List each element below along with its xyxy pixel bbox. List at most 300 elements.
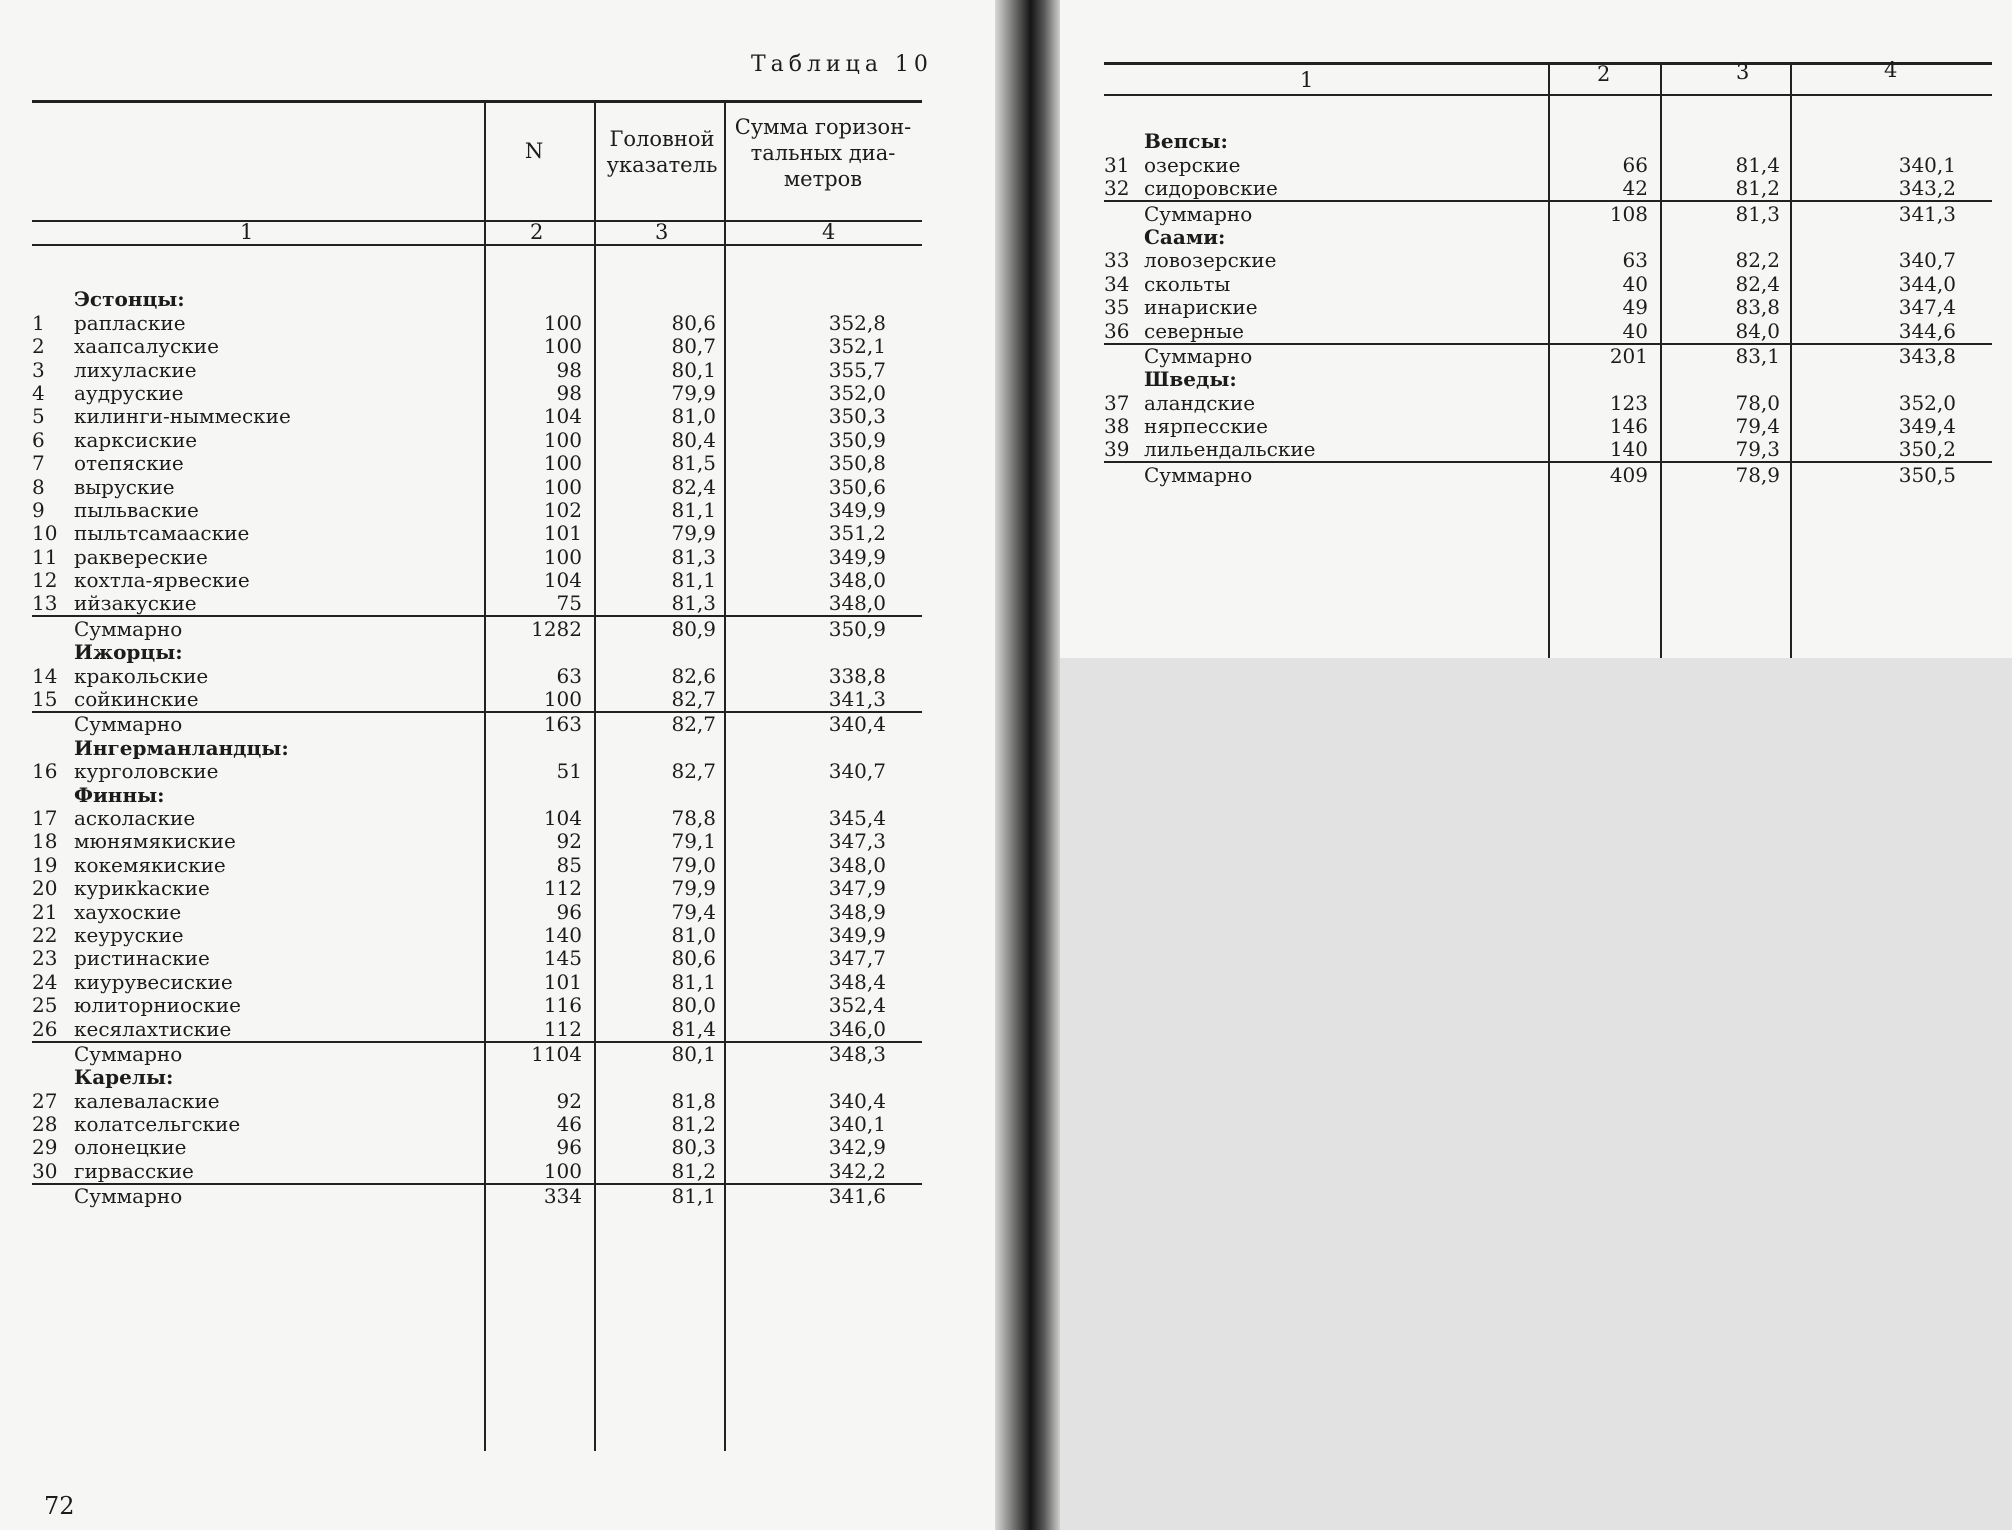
sample-size: 146 — [1609, 414, 1648, 439]
row-number: 24 — [32, 969, 58, 994]
sum-diameters-value: 350,9 — [828, 427, 886, 452]
summary-row — [1104, 344, 1992, 368]
sample-size: 140 — [543, 922, 582, 947]
population-name: хаапсалуские — [74, 334, 219, 359]
left-data-table — [32, 288, 922, 1208]
population-name: нярпесские — [1144, 414, 1268, 439]
header-head-index-line1: Головной — [609, 127, 715, 151]
sum-diameters-value: 347,9 — [828, 876, 886, 901]
summary-sum: 350,9 — [748, 616, 922, 640]
colnum-3: 3 — [655, 220, 669, 244]
population-name: лильендальские — [1144, 437, 1316, 462]
population-name: отепяские — [74, 451, 184, 476]
page-number: 72 — [44, 1492, 75, 1520]
sum-diameters-value: 344,6 — [1898, 318, 1956, 343]
population-name: курголовские — [74, 759, 219, 784]
group-name: Карелы: — [74, 1065, 174, 1090]
row-number: 35 — [1104, 295, 1130, 320]
table-row — [32, 405, 922, 428]
population-name: инариские — [1144, 295, 1258, 320]
summary-head-index: 78,9 — [1678, 462, 1812, 486]
header-n: N — [524, 139, 544, 163]
row-number: 21 — [32, 899, 58, 924]
table-row — [32, 853, 922, 876]
sum-diameters-value: 349,4 — [1898, 414, 1956, 439]
row-number: 18 — [32, 829, 58, 854]
table-row — [32, 382, 922, 405]
summary-head-index: 80,9 — [612, 616, 748, 640]
group-name: Финны: — [74, 782, 165, 807]
sum-diameters-value: 340,7 — [1898, 248, 1956, 273]
sample-size: 100 — [543, 451, 582, 476]
summary-head-index: 80,1 — [612, 1042, 748, 1066]
spacer-cell — [32, 736, 74, 759]
table-row — [1104, 177, 1992, 201]
row-number: 39 — [1104, 437, 1130, 462]
right-table-body — [1104, 130, 1992, 487]
row-number: 11 — [32, 544, 58, 569]
table-row — [32, 947, 922, 970]
table-row — [1104, 296, 1992, 319]
row-number: 31 — [1104, 152, 1130, 177]
head-index-value: 81,0 — [671, 922, 716, 947]
table-row — [32, 1159, 922, 1183]
head-index-value: 82,4 — [1735, 271, 1780, 296]
population-name: выруские — [74, 474, 175, 499]
row-number: 37 — [1104, 390, 1130, 415]
population-name: озерские — [1144, 152, 1241, 177]
head-index-value: 79,9 — [671, 521, 716, 546]
row-number: 29 — [32, 1135, 58, 1160]
sample-size: 101 — [543, 521, 582, 546]
table-row — [32, 499, 922, 522]
head-index-value: 81,5 — [671, 451, 716, 476]
sum-diameters-value: 348,4 — [828, 969, 886, 994]
sample-size: 75 — [556, 591, 582, 616]
head-index-value: 82,7 — [671, 759, 716, 784]
table-row — [32, 1113, 922, 1136]
sum-diameters-value: 348,0 — [828, 591, 886, 616]
summary-sum: 341,3 — [1812, 201, 1992, 225]
group-name: Саами: — [1144, 224, 1226, 249]
summary-n: 201 — [1548, 344, 1678, 368]
group-name: Вепсы: — [1144, 129, 1228, 154]
summary-label: Суммарно — [74, 712, 486, 736]
sum-diameters-value: 352,0 — [828, 380, 886, 405]
head-index-value: 79,9 — [671, 876, 716, 901]
head-index-value: 81,1 — [671, 497, 716, 522]
sum-diameters-value: 350,8 — [828, 451, 886, 476]
sum-diameters-value: 352,8 — [828, 310, 886, 335]
group-header-row — [32, 1066, 922, 1089]
table-row — [32, 1017, 922, 1041]
right-data-table — [1104, 130, 1992, 487]
row-number: 1 — [32, 310, 45, 335]
row-number: 16 — [32, 759, 58, 784]
population-name: ристинаские — [74, 946, 210, 971]
sample-size: 101 — [543, 969, 582, 994]
colnum-2: 2 — [530, 220, 544, 244]
population-name: кракольские — [74, 663, 209, 688]
table-row — [32, 970, 922, 993]
table-row — [32, 311, 922, 334]
sample-size: 100 — [543, 334, 582, 359]
group-header-row — [32, 641, 922, 664]
population-name: кеуруские — [74, 922, 184, 947]
sample-size: 63 — [556, 663, 582, 688]
sum-diameters-value: 338,8 — [828, 663, 886, 688]
head-index-value: 82,4 — [671, 474, 716, 499]
header-sum-line1: Сумма горизон- — [734, 115, 912, 139]
table-row — [32, 335, 922, 358]
table-row — [1104, 438, 1992, 462]
sum-diameters-value: 355,7 — [828, 357, 886, 382]
spacer-cell — [1104, 462, 1144, 486]
summary-label: Суммарно — [1144, 344, 1548, 368]
table-row — [32, 877, 922, 900]
row-number: 23 — [32, 946, 58, 971]
table-row — [32, 760, 922, 783]
table-row — [1104, 391, 1992, 414]
right-colnum-1: 1 — [1300, 68, 1314, 92]
table-row — [32, 1136, 922, 1159]
summary-n: 108 — [1548, 201, 1678, 225]
top-rule — [32, 100, 922, 103]
head-index-value: 78,8 — [671, 805, 716, 830]
summary-row — [1104, 201, 1992, 225]
spacer-cell — [32, 1066, 74, 1089]
table-row — [32, 475, 922, 498]
summary-label: Суммарно — [74, 616, 486, 640]
population-name: раплаские — [74, 310, 186, 335]
row-number: 33 — [1104, 248, 1130, 273]
sum-diameters-value: 349,9 — [828, 497, 886, 522]
population-name: сойкинские — [74, 687, 199, 712]
sum-diameters-value: 351,2 — [828, 521, 886, 546]
spacer-cell — [32, 616, 74, 640]
sum-diameters-value: 352,0 — [1898, 390, 1956, 415]
spacer-cell — [32, 1042, 74, 1066]
sum-diameters-value: 344,0 — [1898, 271, 1956, 296]
head-index-value: 79,0 — [671, 852, 716, 877]
head-index-value: 80,6 — [671, 946, 716, 971]
group-header-row — [32, 783, 922, 806]
row-number: 32 — [1104, 176, 1130, 201]
head-index-value: 82,6 — [671, 663, 716, 688]
sum-diameters-value: 340,1 — [828, 1112, 886, 1137]
sample-size: 51 — [556, 759, 582, 784]
row-number: 25 — [32, 993, 58, 1018]
head-index-value: 82,2 — [1735, 248, 1780, 273]
head-index-value: 78,0 — [1735, 390, 1780, 415]
sum-diameters-value: 340,4 — [828, 1088, 886, 1113]
summary-n: 1282 — [486, 616, 612, 640]
summary-row — [32, 1042, 922, 1066]
head-index-value: 84,0 — [1735, 318, 1780, 343]
population-name: раквереские — [74, 544, 208, 569]
group-header-row — [32, 288, 922, 311]
row-number: 15 — [32, 687, 58, 712]
row-number: 7 — [32, 451, 45, 476]
right-colnum-3: 3 — [1736, 60, 1750, 84]
table-row — [32, 428, 922, 451]
table-row — [32, 830, 922, 853]
group-header-row — [32, 736, 922, 759]
spacer-cell — [32, 288, 74, 311]
sample-size: 96 — [556, 899, 582, 924]
colnum-rule — [32, 244, 922, 246]
row-number: 8 — [32, 474, 45, 499]
header-sum-line3: метров — [783, 167, 863, 191]
row-number: 6 — [32, 427, 45, 452]
head-index-value: 81,2 — [1735, 176, 1780, 201]
row-number: 30 — [32, 1158, 58, 1183]
table-row — [32, 994, 922, 1017]
spacer-cell — [1104, 130, 1144, 153]
left-page — [0, 0, 995, 1530]
row-number: 36 — [1104, 318, 1130, 343]
sample-size: 85 — [556, 852, 582, 877]
sample-size: 98 — [556, 380, 582, 405]
sum-diameters-value: 340,7 — [828, 759, 886, 784]
table-row — [32, 358, 922, 381]
summary-row — [32, 1184, 922, 1208]
head-index-value: 81,2 — [671, 1158, 716, 1183]
summary-n: 163 — [486, 712, 612, 736]
head-index-value: 81,3 — [671, 591, 716, 616]
spacer-cell — [32, 783, 74, 806]
sum-diameters-value: 346,0 — [828, 1016, 886, 1041]
summary-row — [1104, 462, 1992, 486]
population-name: асколаские — [74, 805, 196, 830]
book-gutter — [995, 0, 1060, 1530]
group-name: Шведы: — [1144, 367, 1237, 392]
head-index-value: 80,0 — [671, 993, 716, 1018]
head-index-value: 82,7 — [671, 687, 716, 712]
group-header-row — [1104, 368, 1992, 391]
sample-size: 40 — [1622, 318, 1648, 343]
sum-diameters-value: 352,4 — [828, 993, 886, 1018]
row-number: 19 — [32, 852, 58, 877]
sample-size: 92 — [556, 1088, 582, 1113]
sum-diameters-value: 350,6 — [828, 474, 886, 499]
population-name: сидоровские — [1144, 176, 1278, 201]
sum-diameters-value: 348,0 — [828, 568, 886, 593]
population-name: кохтла-ярвеские — [74, 568, 250, 593]
row-number: 9 — [32, 497, 45, 522]
spacer-cell — [32, 712, 74, 736]
summary-row — [32, 616, 922, 640]
sum-diameters-value: 340,1 — [1898, 152, 1956, 177]
group-name: Эстонцы: — [74, 287, 185, 312]
population-name: киурувесиские — [74, 969, 233, 994]
table-row — [1104, 319, 1992, 343]
header-sum-line2: тальных диа- — [750, 141, 896, 165]
sample-size: 46 — [556, 1112, 582, 1137]
population-name: ловозерские — [1144, 248, 1277, 273]
population-name: ийзакуские — [74, 591, 197, 616]
table-row — [32, 664, 922, 687]
summary-head-index: 81,3 — [1678, 201, 1812, 225]
sample-size: 100 — [543, 474, 582, 499]
summary-n: 334 — [486, 1184, 612, 1208]
population-name: карксиские — [74, 427, 198, 452]
colnum-1: 1 — [240, 220, 254, 244]
table-row — [32, 452, 922, 475]
row-number: 27 — [32, 1088, 58, 1113]
sum-diameters-value: 350,2 — [1898, 437, 1956, 462]
head-index-value: 80,4 — [671, 427, 716, 452]
row-number: 17 — [32, 805, 58, 830]
summary-label: Суммарно — [1144, 201, 1548, 225]
summary-label: Суммарно — [1144, 462, 1548, 486]
population-name: килинги-ныммеские — [74, 404, 291, 429]
left-table-body — [32, 288, 922, 1208]
population-name: юлиторниоские — [74, 993, 241, 1018]
table-row — [32, 1089, 922, 1112]
summary-sum: 348,3 — [748, 1042, 922, 1066]
spacer-cell — [1104, 226, 1144, 249]
summary-sum: 350,5 — [1812, 462, 1992, 486]
population-name: пыльтсамааские — [74, 521, 250, 546]
header-rule — [32, 220, 922, 222]
summary-label: Суммарно — [74, 1042, 486, 1066]
population-name: аландские — [1144, 390, 1256, 415]
sample-size: 63 — [1622, 248, 1648, 273]
sum-diameters-value: 347,7 — [828, 946, 886, 971]
sample-size: 104 — [543, 805, 582, 830]
summary-sum: 340,4 — [748, 712, 922, 736]
sample-size: 100 — [543, 687, 582, 712]
head-index-value: 80,3 — [671, 1135, 716, 1160]
sample-size: 42 — [1622, 176, 1648, 201]
row-number: 14 — [32, 663, 58, 688]
population-name: лихулаские — [74, 357, 197, 382]
head-index-value: 79,4 — [671, 899, 716, 924]
sum-diameters-value: 341,3 — [828, 687, 886, 712]
row-number: 10 — [32, 521, 58, 546]
spacer-cell — [1104, 201, 1144, 225]
sample-size: 116 — [543, 993, 582, 1018]
summary-n: 409 — [1548, 462, 1678, 486]
table-title: Таблица 10 — [751, 52, 933, 77]
sum-diameters-value: 349,9 — [828, 544, 886, 569]
sample-size: 49 — [1622, 295, 1648, 320]
row-number: 13 — [32, 591, 58, 616]
scan-background — [1060, 658, 2012, 1530]
right-colnum-4: 4 — [1884, 58, 1898, 82]
right-colnum-2: 2 — [1597, 62, 1611, 86]
colnum-4: 4 — [822, 220, 836, 244]
table-row — [32, 545, 922, 568]
right-page — [1060, 0, 2012, 658]
header-sum-diameters — [728, 114, 918, 192]
sum-diameters-value: 352,1 — [828, 334, 886, 359]
row-number: 12 — [32, 568, 58, 593]
sample-size: 100 — [543, 310, 582, 335]
row-number: 22 — [32, 922, 58, 947]
row-number: 20 — [32, 876, 58, 901]
population-name: колатсельгские — [74, 1112, 241, 1137]
head-index-value: 81,4 — [671, 1016, 716, 1041]
sample-size: 140 — [1609, 437, 1648, 462]
head-index-value: 79,1 — [671, 829, 716, 854]
sum-diameters-value: 348,9 — [828, 899, 886, 924]
population-name: северные — [1144, 318, 1245, 343]
head-index-value: 79,4 — [1735, 414, 1780, 439]
population-name: мюнямякиские — [74, 829, 236, 854]
head-index-value: 79,3 — [1735, 437, 1780, 462]
sample-size: 102 — [543, 497, 582, 522]
sample-size: 100 — [543, 1158, 582, 1183]
table-row — [32, 569, 922, 592]
summary-label: Суммарно — [74, 1184, 486, 1208]
row-number: 5 — [32, 404, 45, 429]
sample-size: 123 — [1609, 390, 1648, 415]
population-name: курикkаские — [74, 876, 210, 901]
group-header-row — [1104, 130, 1992, 153]
head-index-value: 80,7 — [671, 334, 716, 359]
table-row — [1104, 415, 1992, 438]
population-name: аудруские — [74, 380, 184, 405]
spacer-cell — [1104, 368, 1144, 391]
summary-row — [32, 712, 922, 736]
row-number: 4 — [32, 380, 45, 405]
population-name: кесялахтиские — [74, 1016, 232, 1041]
summary-sum: 341,6 — [748, 1184, 922, 1208]
population-name: олонецкие — [74, 1135, 187, 1160]
group-name: Ижорцы: — [74, 640, 183, 665]
head-index-value: 83,8 — [1735, 295, 1780, 320]
table-row — [32, 522, 922, 545]
sample-size: 40 — [1622, 271, 1648, 296]
spacer-cell — [32, 1184, 74, 1208]
sample-size: 100 — [543, 544, 582, 569]
row-number: 26 — [32, 1016, 58, 1041]
head-index-value: 81,8 — [671, 1088, 716, 1113]
sum-diameters-value: 350,3 — [828, 404, 886, 429]
row-number: 3 — [32, 357, 45, 382]
table-row — [32, 688, 922, 712]
head-index-value: 81,3 — [671, 544, 716, 569]
sum-diameters-value: 347,3 — [828, 829, 886, 854]
summary-head-index: 83,1 — [1678, 344, 1812, 368]
head-index-value: 79,9 — [671, 380, 716, 405]
group-name: Ингерманландцы: — [74, 735, 289, 760]
sample-size: 104 — [543, 568, 582, 593]
population-name: пыльваские — [74, 497, 199, 522]
sample-size: 98 — [556, 357, 582, 382]
sample-size: 100 — [543, 427, 582, 452]
spacer-cell — [32, 641, 74, 664]
population-name: скольты — [1144, 271, 1231, 296]
spacer-cell — [1104, 344, 1144, 368]
table-row — [32, 807, 922, 830]
head-index-value: 81,1 — [671, 568, 716, 593]
table-row — [32, 924, 922, 947]
sum-diameters-value: 342,9 — [828, 1135, 886, 1160]
sum-diameters-value: 342,2 — [828, 1158, 886, 1183]
header-head-index — [604, 126, 720, 178]
summary-n: 1104 — [486, 1042, 612, 1066]
head-index-value: 81,2 — [671, 1112, 716, 1137]
head-index-value: 81,1 — [671, 969, 716, 994]
header-head-index-line2: указатель — [606, 153, 718, 177]
summary-head-index: 82,7 — [612, 712, 748, 736]
sample-size: 66 — [1622, 152, 1648, 177]
summary-sum: 343,8 — [1812, 344, 1992, 368]
sum-diameters-value: 348,0 — [828, 852, 886, 877]
